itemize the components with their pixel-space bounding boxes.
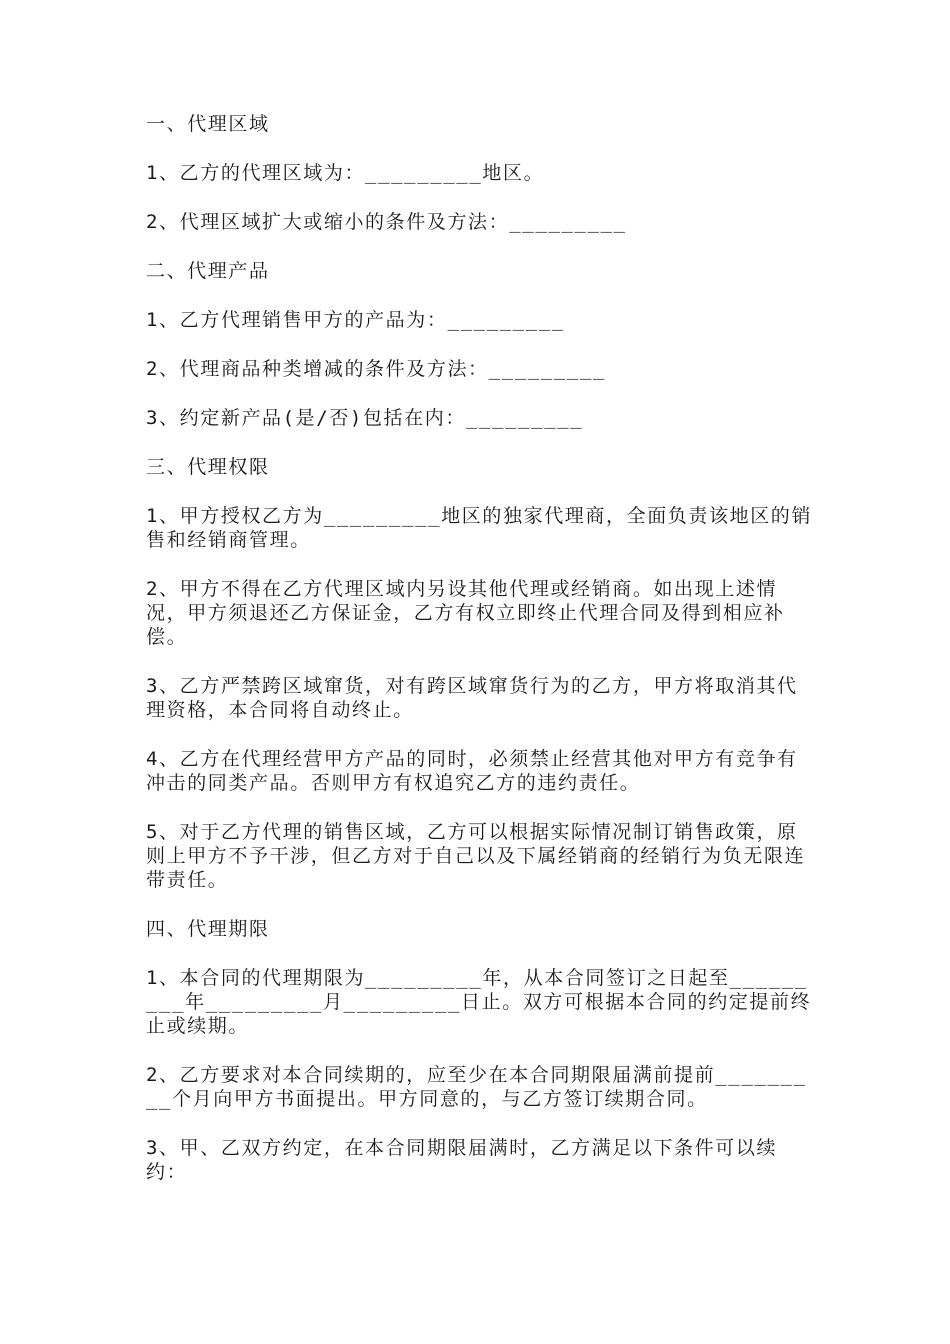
clause-4-2: 2、乙方要求对本合同续期的，应至少在本合同期限届满前提前_________个月向甲方书面提出。甲方同意的，与乙方签订续期合同。 <box>146 1064 807 1110</box>
clause-2-3: 3、约定新产品(是/否)包括在内：_________ <box>146 407 584 429</box>
clause-3-5: 5、对于乙方代理的销售区域，乙方可以根据实际情况制订销售政策，原则上甲方不予干涉，但乙方对于自己以及下属经销商的经销行为负无限连带责任。 <box>146 821 806 891</box>
clause-3-1: 1、甲方授权乙方为_________地区的独家代理商，全面负责该地区的销售和经销商管理。 <box>146 505 812 551</box>
clause-4-1: 1、本合同的代理期限为_________年，从本合同签订之日起至_________年_________月_________日止。双方可根据本合同的约定提前终止或续期。 <box>146 967 812 1037</box>
section-heading-region: 一、代理区域 <box>146 113 270 135</box>
clause-2-1: 1、乙方代理销售甲方的产品为：_________ <box>146 309 565 331</box>
section-heading-term: 四、代理期限 <box>146 918 270 940</box>
clause-3-3: 3、乙方严禁跨区域窜货，对有跨区域窜货行为的乙方，甲方将取消其代理资格，本合同将自动终止。 <box>146 675 798 721</box>
section-heading-authority: 三、代理权限 <box>146 456 270 478</box>
clause-3-4: 4、乙方在代理经营甲方产品的同时，必须禁止经营其他对甲方有竞争有冲击的同类产品。否则甲方有权追究乙方的违约责任。 <box>146 748 798 794</box>
clause-3-2: 2、甲方不得在乙方代理区域内另设其他代理或经销商。如出现上述情况，甲方须退还乙方保证金，乙方有权立即终止代理合同及得到相应补偿。 <box>146 578 785 648</box>
clause-1-2: 2、代理区域扩大或缩小的条件及方法：_________ <box>146 211 627 233</box>
clause-1-1: 1、乙方的代理区域为：_________地区。 <box>146 162 545 184</box>
contract-document <box>146 112 818 1209</box>
clause-4-3: 3、甲、乙双方约定，在本合同期限届满时，乙方满足以下条件可以续约： <box>146 1137 778 1183</box>
clause-2-2: 2、代理商品种类增减的条件及方法：_________ <box>146 358 606 380</box>
section-heading-products: 二、代理产品 <box>146 260 270 282</box>
